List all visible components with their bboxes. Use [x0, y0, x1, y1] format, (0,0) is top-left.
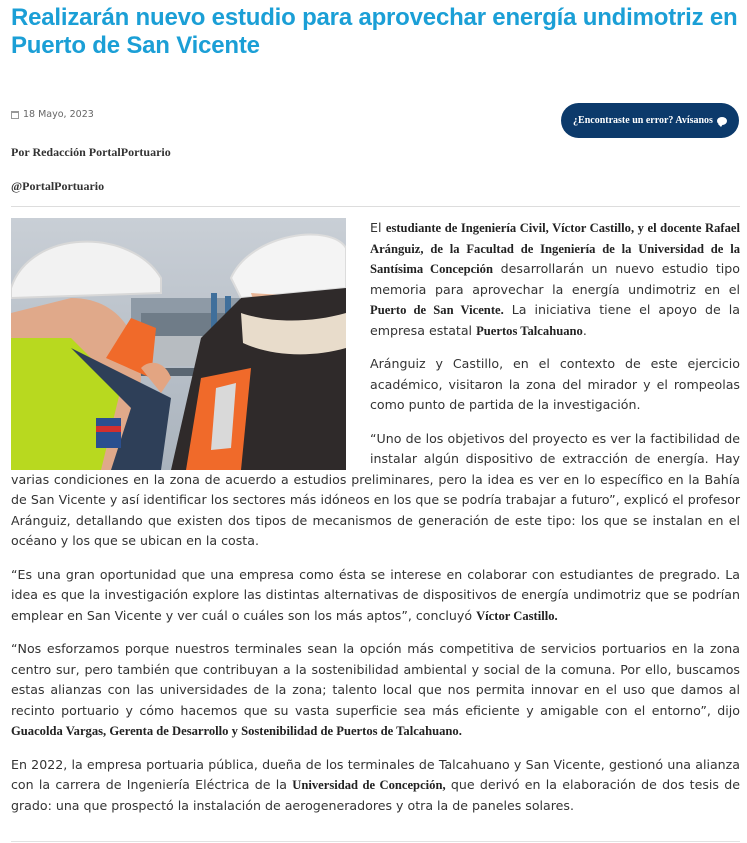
paragraph-6-bold: Universidad de Concepción,: [292, 778, 446, 792]
publish-date-text: 18 Mayo, 2023: [23, 109, 94, 120]
article-body: [11, 218, 740, 829]
article-headline: Realizarán nuevo estudio para aprovechar energía undimotriz en Puerto de San Vicente: [11, 4, 738, 59]
author-handle[interactable]: @PortalPortuario: [11, 179, 105, 193]
paragraph-6: [11, 755, 740, 817]
author-byline: Por Redacción PortalPortuario: [11, 145, 171, 159]
paragraph-4: [11, 565, 740, 627]
paragraph-3-text: “Uno de los objetivos del proyecto es ver la factibilidad de instalar algún dispositivo de extracción de energía. Hay varias condiciones en la zona de acuerdo a estudios preliminares, pero la idea es ver en lo específico en la Bahía de San Vicente y así identificar los sectores más idóneos en los que se podría trabajar a futuro”, explicó el profesor Aránguiz, detallando que existen dos tipos de mecanismos de generación de este tipo: los que se instalan en el océano y los que se ubican en la costa.: [11, 430, 740, 548]
calendar-icon: [11, 111, 19, 119]
report-error-label: ¿Encontraste un error? Avísanos: [573, 115, 713, 126]
paragraph-1-bold-b: Puerto de San Vicente.: [370, 303, 504, 317]
paragraph-5-text: “Nos esforzamos porque nuestros terminales sean la opción más competitiva de servicios portuarios en la zona centro sur, pero también que contribuyan a la sostenibilidad ambiental y social de la comuna. Por ello, buscamos estas alianzas con las universidades de la zona; talento local que nos permita innovar en el uso que damos al recinto portuario y cómo hacemos que su vasta superficie sea más eficiente y amigable con el entorno”, dijo: [11, 641, 740, 718]
paragraph-1-text-b: desarrollarán un nuevo estudio tipo memoria para aprovechar la energía undimotriz en el: [370, 261, 740, 297]
paragraph-1: [11, 218, 740, 341]
paragraph-1-text-c: La iniciativa tiene el apoyo de la empresa estatal: [370, 302, 740, 338]
publish-date: [11, 109, 94, 120]
paragraph-2: Aránguiz y Castillo, en el contexto de este ejercicio académico, visitaron la zona del mirador y el rompeolas como punto de partida de la investigación.: [370, 356, 740, 412]
header-divider: [11, 206, 740, 207]
paragraph-4-text: “Es una gran oportunidad que una empresa como ésta se interese en colaborar con estudiantes de pregrado. La idea es que la investigación explore las distintas alternativas de dispositivos de energía undimotriz que se podrían emplear en San Vicente y ver cuál o cuáles son los más aptos”, concluyó: [11, 566, 740, 623]
paragraph-1-bold-c: Puertos Talcahuano: [476, 323, 583, 338]
paragraph-1-bold-a: estudiante de Ingeniería Civil, Víctor Castillo, y el docente Rafael Aránguiz, de la Facultad de Ingeniería de la Universidad de la Santísima Concepción: [370, 221, 740, 276]
report-error-button[interactable]: [561, 103, 739, 138]
paragraph-5: [11, 639, 740, 742]
paragraph-3: [11, 429, 740, 552]
chat-bubble-icon: [717, 117, 727, 125]
paragraph-5-bold: Guacolda Vargas, Gerenta de Desarrollo y Sostenibilidad de Puertos de Talcahuano.: [11, 724, 462, 738]
paragraph-4-bold: Víctor Castillo.: [476, 608, 558, 623]
footer-divider: [11, 841, 740, 842]
paragraph-6-text-a: En 2022, la empresa portuaria pública, dueña de los terminales de Talcahuano y San Vicente, gestionó una alianza con la carrera de Ingeniería Eléctrica de la: [11, 756, 740, 792]
paragraph-6-text-b: que derivó en la elaboración de dos tesis de grado: una que prospectó la instalación de aerogeneradores y otra la de paneles solares.: [11, 777, 741, 813]
paragraph-1-text-d: .: [582, 322, 587, 338]
paragraph-1-text-a: El: [370, 220, 386, 235]
